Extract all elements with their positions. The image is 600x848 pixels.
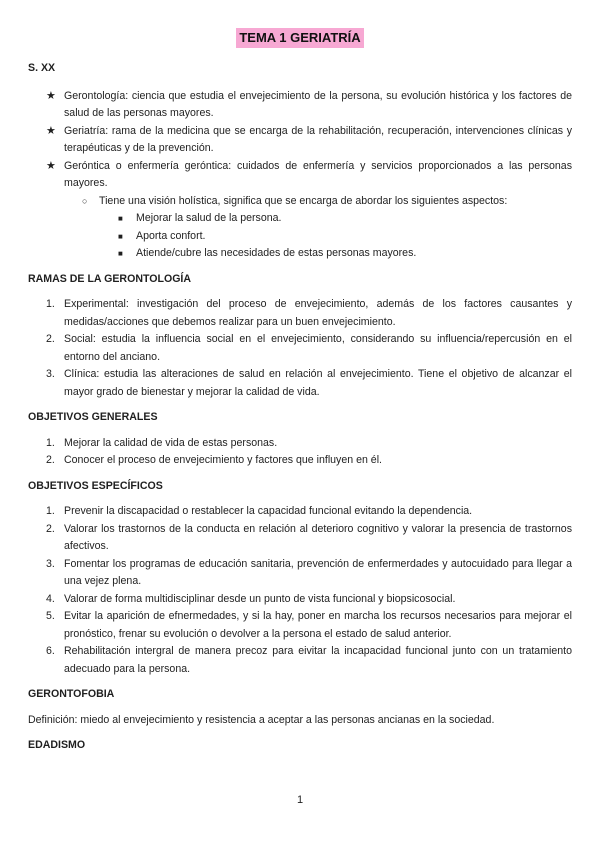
sub-list-item: ○ Tiene una visión holística, significa que se encarga de abordar los siguientes aspectos: xyxy=(28,193,572,211)
heading-edadismo: EDADISMO xyxy=(28,739,86,751)
title-wrap xyxy=(0,28,600,48)
list-number: 6. xyxy=(46,645,55,657)
list-item: ★ Gerontología: ciencia que estudia el envejecimiento de la persona, su evolución histórica y los factores de salud de las personas mayores. xyxy=(46,89,572,119)
list-item: 3. Clínica: estudia las alteraciones de salud en relación al envejecimiento. Tiene el objetivo de alcanzar el mayor grado de bienestar y mejorar la calidad de vida. xyxy=(46,368,572,398)
square-bullet-icon: ■ xyxy=(118,231,123,241)
especificos-list xyxy=(28,503,572,678)
square-bullet-icon: ■ xyxy=(118,214,123,223)
heading-ramas: RAMAS DE LA GERONTOLOGÍA xyxy=(28,272,192,285)
list-number: 1. xyxy=(46,436,55,449)
list-number: 2. xyxy=(46,333,55,345)
heading-sxx: S. XX xyxy=(28,62,56,74)
list-number: 5. xyxy=(46,610,55,622)
list-item: 6. Rehabilitación intergral de manera precoz para eivitar la incapacidad funcional junto con un tratamiento adecuado para la persona. xyxy=(46,645,572,675)
list-number: 4. xyxy=(46,592,55,605)
list-number: 2. xyxy=(46,454,55,466)
document-body xyxy=(28,56,572,755)
star-bullet-icon: ★ xyxy=(46,159,56,172)
list-number: 2. xyxy=(46,522,55,535)
ramas-list xyxy=(28,296,572,401)
sub-sub-list-item: ■ Mejorar la salud de la persona. xyxy=(28,210,572,228)
square-bullet-icon: ■ xyxy=(118,249,123,258)
list-number: 1. xyxy=(46,505,55,517)
list-item: 2. Valorar los trastornos de la conducta en relación al deterioro cognitivo y valorar la presencia de trastornos afectivos. xyxy=(46,522,572,552)
page-title: TEMA 1 GERIATRÍA xyxy=(236,28,363,48)
list-item: 5. Evitar la aparición de efnermedades, y si la hay, poner en marcha los recursos necesarios para mejorar el pronóstico, frenar su evolución o devolver a la persona el estado de salud anterior. xyxy=(46,610,572,640)
list-number: 3. xyxy=(46,368,55,380)
list-item: ★ Geriatría: rama de la medicina que se encarga de la rehabilitación, recuperación, intervenciones clínicas y terapéuticas y de la prevención. xyxy=(46,124,572,154)
gerontofobia-definition: Definición: miedo al envejecimiento y resistencia a aceptar a las personas ancianas en la sociedad. xyxy=(28,713,495,726)
list-item: 3. Fomentar los programas de educación sanitaria, prevención de enfermerdades y autocuidado para llegar a una vejez plena. xyxy=(46,557,572,587)
page-number: 1 xyxy=(296,794,304,806)
list-item: 2. Conocer el proceso de envejecimiento y factores que influyen en él. xyxy=(28,452,572,470)
generales-list xyxy=(28,435,572,470)
list-item: 1. Prevenir la discapacidad o restablecer la capacidad funcional evitando la dependencia. xyxy=(28,503,572,521)
list-item: 1. Experimental: investigación del proceso de envejecimiento, además de los factores causantes y medidas/acciones que debemos realizar para un buen envejecimiento. xyxy=(46,298,572,328)
star-bullet-icon: ★ xyxy=(46,89,56,102)
sxx-list xyxy=(28,88,572,263)
heading-objetivos-generales: OBJETIVOS GENERALES xyxy=(28,411,158,423)
list-item: 2. Social: estudia la influencia social en el envejecimiento, considerando su influencia/repercusión en el entorno del anciano. xyxy=(46,333,572,363)
list-number: 1. xyxy=(46,298,55,310)
list-item: 4. Valorar de forma multidisciplinar desde un punto de vista funcional y biopsicosocial. xyxy=(28,591,572,609)
heading-gerontofobia: GERONTOFOBIA xyxy=(28,688,115,700)
star-bullet-icon: ★ xyxy=(46,124,56,137)
circle-bullet-icon: ○ xyxy=(82,195,88,206)
sub-sub-list-item: ■ Aporta confort. xyxy=(28,228,572,246)
list-number: 3. xyxy=(46,557,55,570)
list-item: ★ Gerónticа o enfermería geróntica: cuidados de enfermería y servicios proporcionados a las personas mayores. xyxy=(46,159,572,189)
list-item: 1. Mejorar la calidad de vida de estas personas. xyxy=(28,435,572,453)
heading-objetivos-especificos: OBJETIVOS ESPECÍFICOS xyxy=(28,479,163,492)
sub-sub-list-item: ■ Atiende/cubre las necesidades de estas personas mayores. xyxy=(28,245,572,263)
